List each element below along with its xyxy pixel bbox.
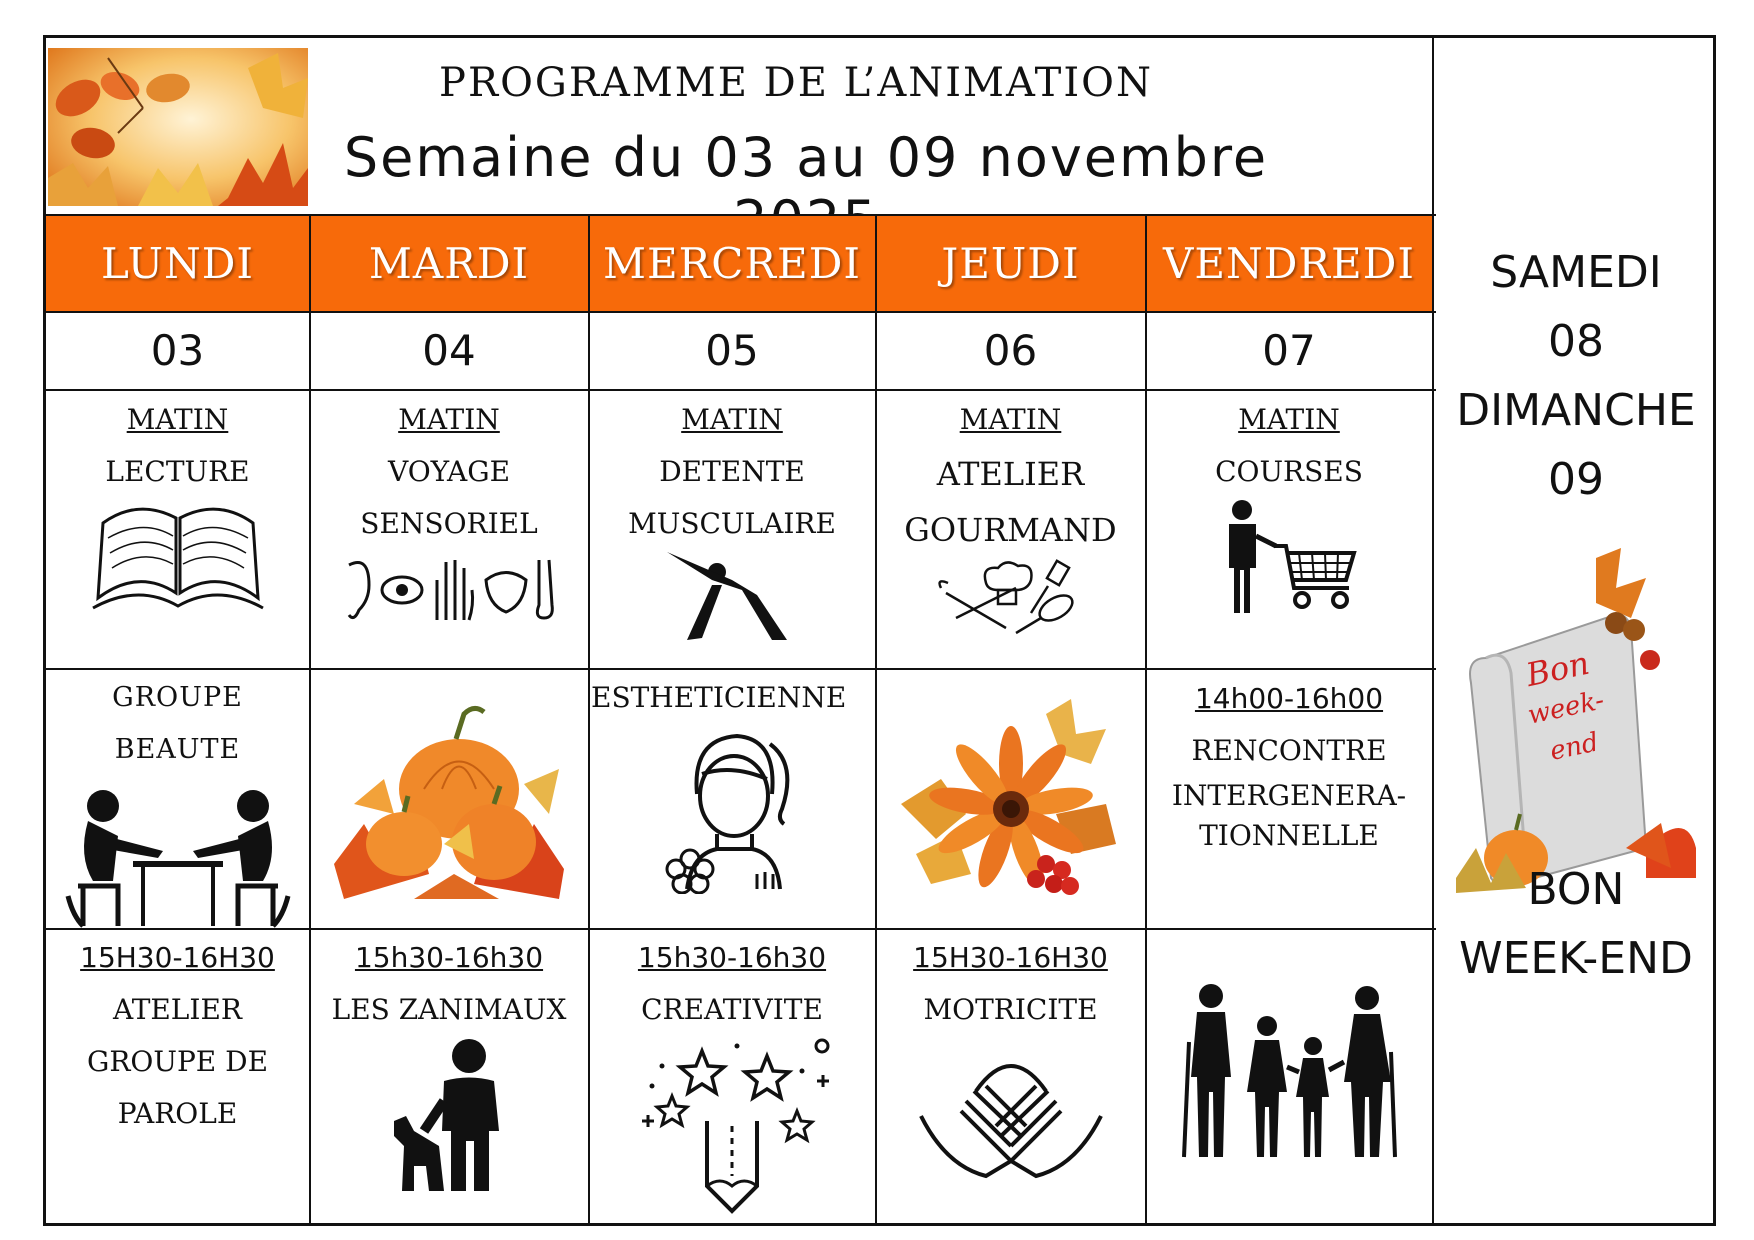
weekend-footer-bon: BON [1527,864,1625,915]
day-number-lundi: 03 [150,326,205,375]
day-number-mercredi: 05 [705,326,759,375]
activity-label: SENSORIEL [360,507,538,540]
day-name-lundi: LUNDI [100,239,254,288]
week-title: Semaine du 03 au 09 novembre [343,126,1269,189]
grid-line [46,389,1436,391]
activity-label: RENCONTRE [1191,734,1387,767]
person-with-dog-icon [384,1036,514,1196]
activity-cell-mercredi-apres-midi [589,932,875,1226]
activity-label: DETENTE [659,455,805,488]
day-name-vendredi: VENDREDI [1163,239,1415,288]
activity-cell-vendredi-midi [1146,672,1432,928]
manicure-session-icon [58,776,298,936]
activity-cell-mardi-midi [310,672,588,928]
family-generations-icon [1179,982,1399,1162]
program-title: PROGRAMME DE L’ANIMATION [439,60,1153,106]
activity-label: VOYAGE [387,455,511,488]
activity-cell-jeudi-matin [876,394,1145,668]
activity-label: CREATIVITE [641,993,823,1026]
activity-label: ATELIER [936,455,1085,493]
time-label: 15H30-16H30 [913,941,1108,974]
activity-label: MUSCULAIRE [628,507,836,540]
weekend-dimanche-num: 09 [1548,454,1604,505]
grid-line [46,668,1436,670]
time-label: 15h30-16h30 [354,941,544,974]
activity-label: LES ZANIMAUX [331,993,567,1026]
day-name-mardi: MARDI [368,239,530,288]
stretching-woman-icon [662,550,802,645]
time-label: MATIN [398,403,500,436]
hands-with-ball-icon [916,1036,1106,1186]
weekend-samedi-num: 08 [1548,316,1604,367]
shopping-cart-person-icon [1214,498,1364,618]
activity-cell-mercredi-matin [589,394,875,668]
schedule-frame [43,35,1716,1226]
creative-pencil-stars-icon [632,1036,832,1216]
kitchen-utensils-icon [936,558,1086,638]
activity-label: COURSES [1215,455,1363,488]
activity-label: ESTHETICIENNE [591,681,847,714]
time-label: MATIN [126,403,229,436]
activity-cell-lundi-matin [46,394,309,668]
grid-line [1432,38,1434,1223]
beautician-woman-icon [662,724,802,894]
activity-label: GROUPE BEAUTE [112,682,243,765]
activity-cell-vendredi-apres-midi [1146,932,1432,1226]
time-label: MATIN [1238,403,1340,436]
activity-label: ATELIER [113,993,242,1026]
autumn-leaves-header-image [48,48,308,206]
weekend-footer-week-end: WEEK-END [1459,933,1693,984]
day-number-vendredi: 07 [1262,326,1316,375]
time-label: MATIN [681,403,783,436]
activity-cell-mardi-apres-midi [310,932,588,1226]
activity-cell-mercredi-midi [589,672,875,928]
activity-cell-lundi-apres-midi [46,932,309,1226]
time-label: 14h00-16h00 [1194,682,1384,715]
activity-cell-jeudi-midi [876,672,1145,928]
activity-cell-lundi-midi [46,672,309,928]
activity-cell-vendredi-matin [1146,394,1432,668]
day-name-jeudi: JEUDI [941,239,1080,288]
time-label: 15h30-16h30 [637,941,827,974]
activity-label: PAROLE [117,1097,238,1130]
autumn-flower-image [896,694,1126,904]
weekend-dimanche: DIMANCHE [1456,385,1696,436]
time-label: MATIN [959,403,1062,436]
five-senses-icon [334,550,564,630]
activity-cell-jeudi-apres-midi [876,932,1145,1226]
activity-cell-mardi-matin [310,394,588,668]
card-text-bon: Bon [1522,643,1593,695]
activity-label: TIONNELLE [1199,819,1379,852]
autumn-pumpkins-image [324,684,574,914]
day-number-jeudi: 06 [983,326,1038,375]
weekend-samedi: SAMEDI [1490,247,1662,298]
day-name-mercredi: MERCREDI [603,239,861,288]
card-text-week-end: week-end [1525,685,1607,767]
bon-week-end-card-image [1446,548,1704,908]
activity-label: GOURMAND [904,511,1117,549]
activity-label: MOTRICITE [923,993,1098,1026]
time-label: 15H30-16H30 [80,941,275,974]
activity-label: GROUPE DE [86,1045,269,1078]
open-book-icon [88,498,268,628]
activity-label: INTERGENERA- [1171,779,1407,812]
day-number-mardi: 04 [422,326,476,375]
activity-label: LECTURE [105,455,250,488]
